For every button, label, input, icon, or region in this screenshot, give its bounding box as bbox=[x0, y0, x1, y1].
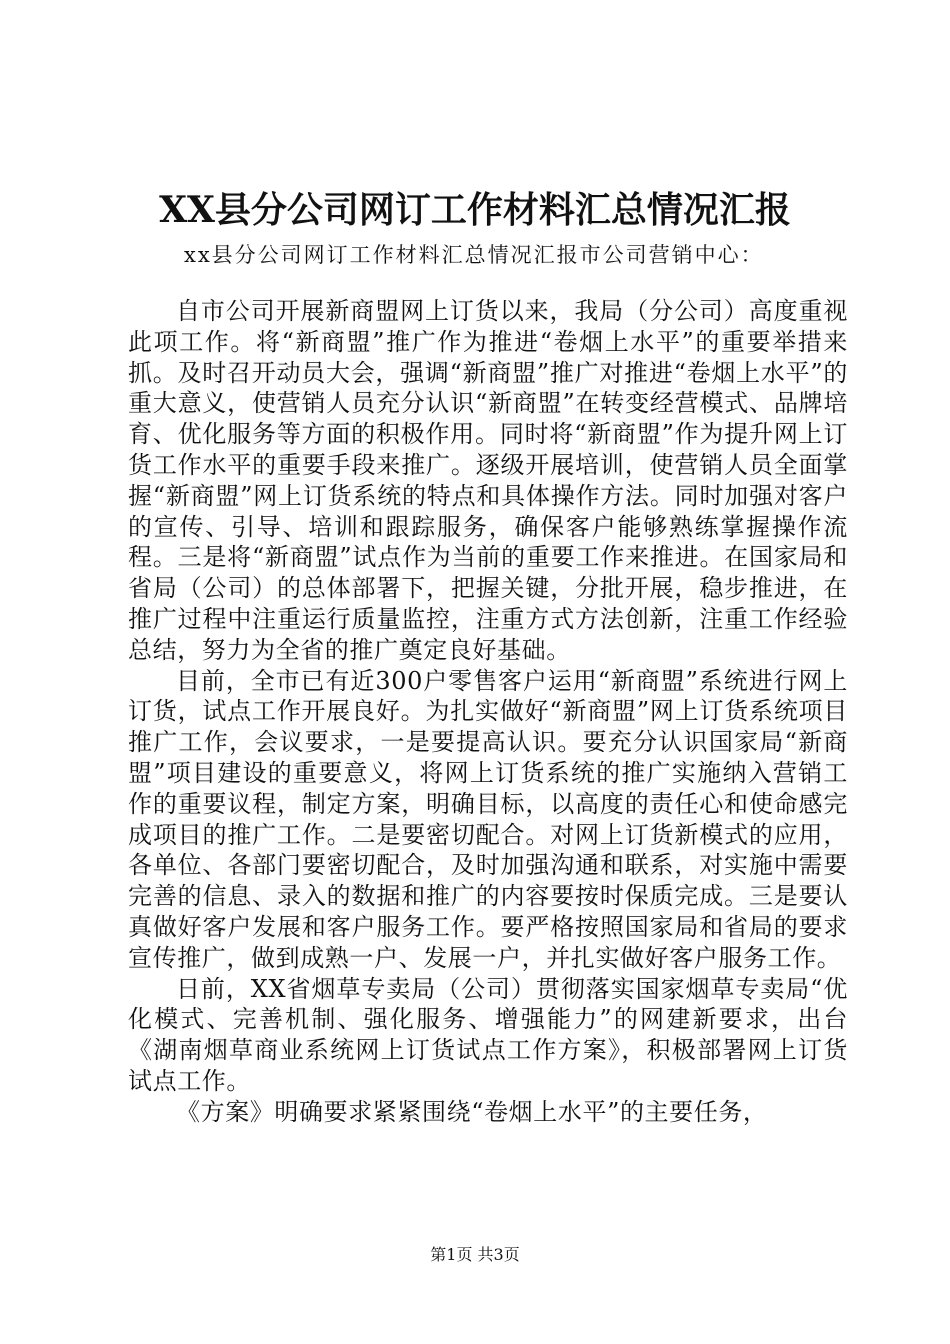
body-paragraph: 日前，XX省烟草专卖局（公司）贯彻落实国家烟草专卖局“优化模式、完善机制、强化服务、增强能力”的网建新要求，出台《湖南烟草商业系统网上订货试点工作方案》，积极部署网上订货试点工作。 bbox=[128, 974, 848, 1095]
page-number-footer: 第1页 共3页 bbox=[430, 1245, 520, 1264]
body-paragraph: 《方案》明确要求紧紧围绕“卷烟上水平”的主要任务， bbox=[176, 1097, 768, 1126]
document-title: XX县分公司网订工作材料汇总情况汇报 bbox=[159, 189, 791, 231]
document-subtitle: xx县分公司网订工作材料汇总情况汇报市公司营销中心： bbox=[184, 243, 764, 267]
document-body bbox=[128, 296, 848, 1128]
body-paragraph: 自市公司开展新商盟网上订货以来，我局（分公司）高度重视此项工作。将“新商盟”推广作为推进“卷烟上水平”的重要举措来抓。及时召开动员大会，强调“新商盟”推广对推进“卷烟上水平”的重大意义，使营销人员充分认识“新商盟”在转变经营模式、品牌培育、优化服务等方面的积极作用。同时将“新商盟”作为提升网上订货工作水平的重要手段来推广。逐级开展培训，使营销人员全面掌握“新商盟”网上订货系统的特点和具体操作方法。同时加强对客户的宣传、引导、培训和跟踪服务，确保客户能够熟练掌握操作流程。三是将“新商盟”试点作为当前的重要工作来推进。在国家局和省局（公司）的总体部署下，把握关键，分批开展，稳步推进，在推广过程中注重运行质量监控，注重方式方法创新，注重工作经验总结，努力为全省的推广奠定良好基础。 bbox=[128, 297, 848, 664]
body-paragraph: 目前，全市已有近300户零售客户运用“新商盟”系统进行网上订货，试点工作开展良好。为扎实做好“新商盟”网上订货系统项目推广工作，会议要求，一是要提高认识。要充分认识国家局“新商盟”项目建设的重要意义，将网上订货系统的推广实施纳入营销工作的重要议程，制定方案，明确目标，以高度的责任心和使命感完成项目的推广工作。二是要密切配合。对网上订货新模式的应用，各单位、各部门要密切配合，及时加强沟通和联系，对实施中需要完善的信息、录入的数据和推广的内容要按时保质完成。三是要认真做好客户发展和客户服务工作。要严格按照国家局和省局的要求宣传推广，做到成熟一户、发展一户，并扎实做好客户服务工作。 bbox=[128, 666, 848, 972]
